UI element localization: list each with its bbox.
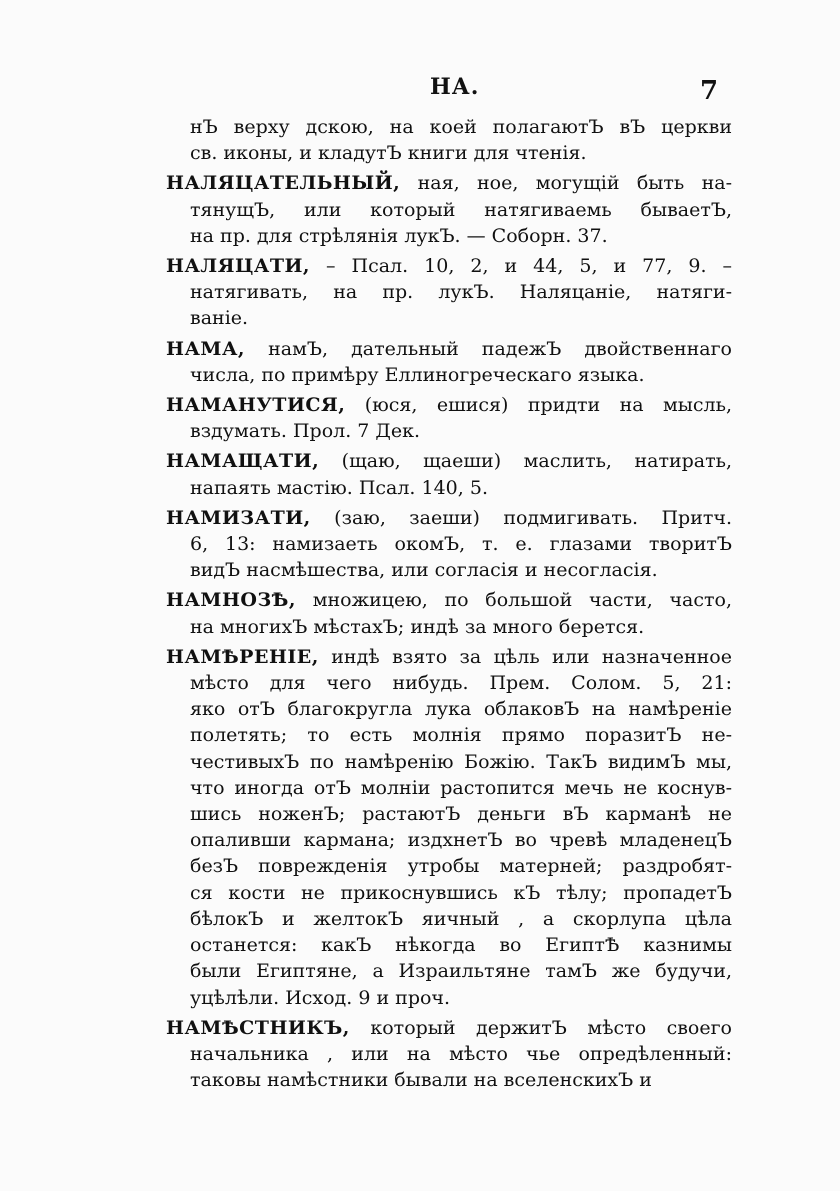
entry-line bbox=[166, 906, 732, 932]
headword: НАЛЯЦАТИ, bbox=[166, 255, 311, 278]
line-text: числа, по примѣру Еллиногреческаго языка. bbox=[190, 363, 645, 386]
entry-line bbox=[166, 531, 732, 557]
headword: НАМИЗАТИ, bbox=[166, 506, 311, 529]
line-text: полетять; то есть молнія прямо поразитЪ не- bbox=[190, 724, 732, 747]
dictionary-entry bbox=[166, 392, 732, 444]
entry-line bbox=[166, 475, 732, 501]
line-text: опаливши кармана; издхнетЪ во чревѣ младенецЪ bbox=[190, 829, 732, 852]
dictionary-entry bbox=[166, 114, 732, 166]
line-text: ная, ное, могущій быть на- bbox=[400, 172, 732, 195]
line-text: 6, 13: намизаеть окомЪ, т. е. глазами творитЪ bbox=[190, 533, 732, 556]
entry-line bbox=[166, 644, 732, 670]
entry-line bbox=[166, 253, 732, 279]
line-text: который держитЪ мѣсто своего bbox=[349, 1016, 732, 1039]
entry-line bbox=[166, 696, 732, 722]
entry-line bbox=[166, 392, 732, 418]
dictionary-entry bbox=[166, 505, 732, 584]
headword: НАМАНУТИСЯ, bbox=[166, 394, 346, 417]
dictionary-entries bbox=[166, 114, 732, 1097]
entry-line bbox=[166, 670, 732, 696]
entry-line bbox=[166, 505, 732, 531]
entry-line bbox=[166, 557, 732, 583]
dictionary-entry bbox=[166, 448, 732, 500]
entry-line bbox=[166, 448, 732, 474]
entry-line bbox=[166, 749, 732, 775]
entry-line bbox=[166, 197, 732, 223]
entry-line bbox=[166, 1067, 732, 1093]
line-text: видЪ насмѣшества, или согласія и несогласія. bbox=[190, 559, 658, 582]
running-head: НА. bbox=[430, 74, 480, 100]
entry-line bbox=[166, 775, 732, 801]
dictionary-entry bbox=[166, 336, 732, 388]
entry-line bbox=[166, 362, 732, 388]
line-text: таковы намѣстники бывали на вселенскихЪ и bbox=[190, 1069, 652, 1092]
line-text: останется: какЪ нѣкогда во ЕгиптѢ казнимы bbox=[190, 934, 732, 957]
line-text: (щаю, щаеши) маслить, натирать, bbox=[319, 450, 732, 473]
headword: НАМѢРЕНІЕ, bbox=[166, 645, 319, 668]
entry-line bbox=[166, 170, 732, 196]
line-text: (юся, ешися) придти на мысль, bbox=[345, 394, 732, 417]
line-text: бѣлокЪ и желтокЪ яичный , а скорлупа цѣла bbox=[190, 907, 732, 930]
entry-line bbox=[166, 853, 732, 879]
line-text: напаять мастію. Псал. 140, 5. bbox=[190, 476, 488, 499]
entry-line bbox=[166, 985, 732, 1011]
line-text: безЪ поврежденія утробы матерней; раздробят- bbox=[190, 855, 732, 878]
entry-line bbox=[166, 880, 732, 906]
entry-line bbox=[166, 958, 732, 984]
line-text: св. иконы, и кладутЪ книги для чтенія. bbox=[190, 142, 587, 165]
entry-line bbox=[166, 1015, 732, 1041]
line-text: (заю, заеши) подмигивать. Притч. bbox=[310, 506, 732, 529]
entry-line bbox=[166, 114, 732, 140]
dictionary-entry bbox=[166, 170, 732, 249]
line-text: начальника , или на мѣсто чье опредѣленный: bbox=[190, 1042, 732, 1065]
line-text: уцѣлѣли. Исход. 9 и проч. bbox=[190, 986, 451, 1009]
headword: НАМѢСТНИКЪ, bbox=[166, 1016, 350, 1039]
line-text: были Египтяне, а Израильтяне тамЪ же будучи, bbox=[190, 960, 732, 983]
page-header bbox=[0, 74, 840, 104]
entry-line bbox=[166, 305, 732, 331]
entry-line bbox=[166, 279, 732, 305]
entry-line bbox=[166, 587, 732, 613]
entry-line bbox=[166, 932, 732, 958]
line-text: намЪ, дательный падежЪ двойственнаго bbox=[245, 337, 732, 360]
headword: НАМА, bbox=[166, 337, 246, 360]
entry-line bbox=[166, 1041, 732, 1067]
line-text: честивыхЪ по намѣренію Божію. ТакЪ видимЪ мы, bbox=[190, 750, 732, 773]
line-text: – Псал. 10, 2, и 44, 5, и 77, 9. – bbox=[310, 255, 732, 278]
entry-line bbox=[166, 722, 732, 748]
entry-line bbox=[166, 418, 732, 444]
line-text: вздумать. Прол. 7 Дек. bbox=[190, 420, 421, 443]
dictionary-entry bbox=[166, 587, 732, 639]
headword: НАМАЩАТИ, bbox=[166, 450, 320, 473]
line-text: шись ноженЪ; растаютЪ деньги вЪ карманѣ не bbox=[190, 803, 732, 826]
line-text: ваніе. bbox=[190, 307, 249, 330]
entry-line bbox=[166, 827, 732, 853]
entry-line bbox=[166, 140, 732, 166]
line-text: индѣ взято за цѣль или назначенное bbox=[318, 645, 732, 668]
line-text: яко отЪ благокругла лука облаковЪ на намѣреніе bbox=[190, 698, 732, 721]
line-text: ся кости не прикоснувшись кЪ тѣлу; пропадетЪ bbox=[190, 881, 732, 904]
line-text: множицею, по большой части, часто, bbox=[296, 589, 732, 612]
page-number: 7 bbox=[700, 76, 719, 106]
line-text: что иногда отЪ молніи растопится мечь не коснув- bbox=[190, 776, 732, 799]
entry-line bbox=[166, 614, 732, 640]
entry-line bbox=[166, 336, 732, 362]
entry-line bbox=[166, 223, 732, 249]
line-text: на многихЪ мѣстахЪ; индѣ за много берется. bbox=[190, 615, 645, 638]
headword: НАЛЯЦАТЕЛЬНЫЙ, bbox=[166, 172, 401, 195]
entry-line bbox=[166, 801, 732, 827]
line-text: на пр. для стрѣлянія лукЪ. — Соборн. 37. bbox=[190, 224, 608, 247]
headword: НАМНОЗѢ, bbox=[166, 589, 297, 612]
dictionary-entry bbox=[166, 644, 732, 1011]
line-text: мѣсто для чего нибудь. Прем. Солом. 5, 21: bbox=[190, 672, 732, 695]
dictionary-entry bbox=[166, 253, 732, 332]
line-text: нЪ верху дскою, на коей полагаютЪ вЪ церкви bbox=[190, 116, 732, 138]
dictionary-entry bbox=[166, 1015, 732, 1094]
line-text: тянущЪ, или который натягиваемь бываетЪ, bbox=[190, 198, 732, 221]
line-text: натягивать, на пр. лукЪ. Наляцаніе, натяги- bbox=[190, 281, 732, 304]
